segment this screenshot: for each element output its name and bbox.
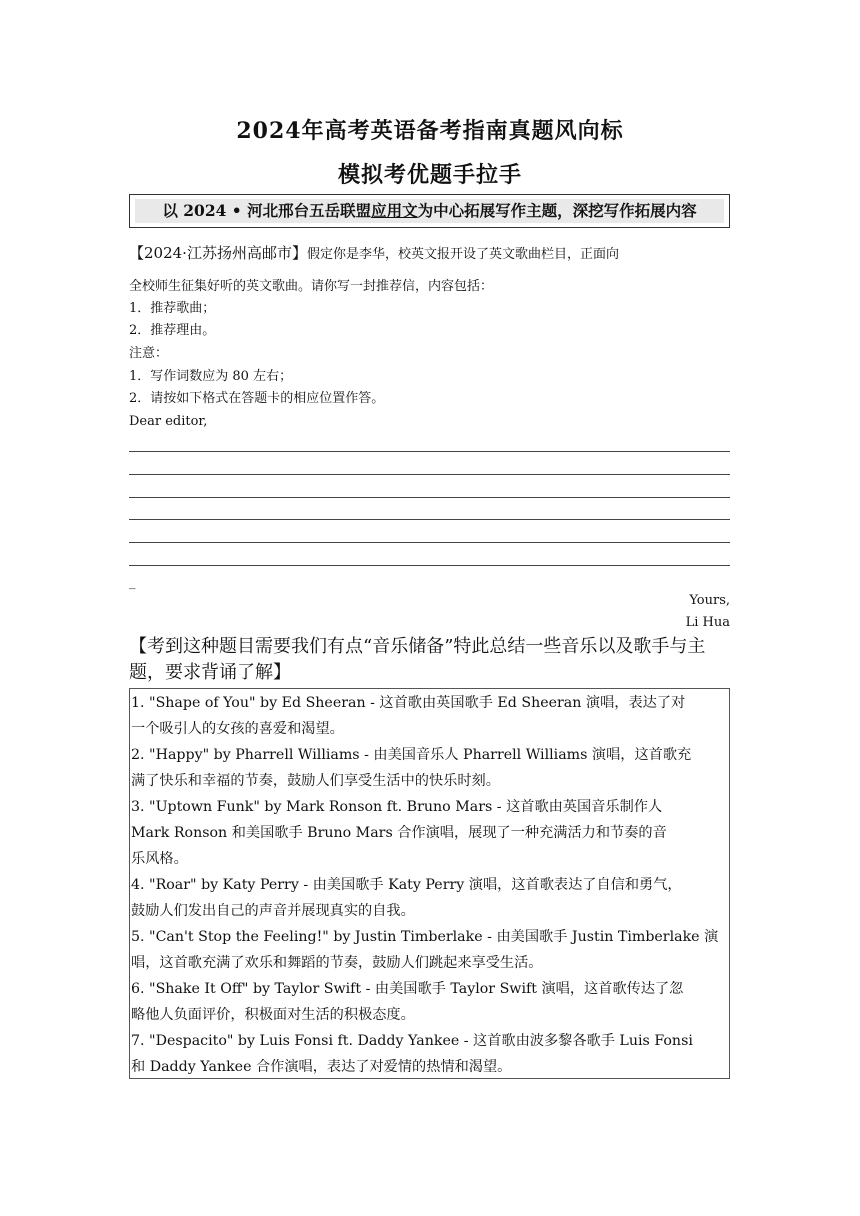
song-item-4 (131, 872, 729, 924)
song-list (129, 688, 730, 1079)
song-text: 7. "Despacito" by Luis Fonsi ft. Daddy Yankee - 这首歌由波多黎各歌手 Luis Fonsi (131, 1033, 693, 1049)
song-text: Mark Ronson 和美国歌手 Bruno Mars 合作演唱，展现了一种充满活力和节奏的音 (131, 825, 667, 841)
song-text: 满了快乐和幸福的节奏，鼓励人们享受生活中的快乐时刻。 (131, 773, 500, 789)
song-text: 3. "Uptown Funk" by Mark Ronson ft. Bruno Mars - 这首歌由英国音乐制作人 (131, 799, 663, 815)
song-text: 2. "Happy" by Pharrell Williams - 由美国音乐人 Pharrell Williams 演唱，这首歌充 (131, 747, 692, 763)
song-text: 6. "Shake It Off" by Taylor Swift - 由美国歌手 Taylor Swift 演唱，这首歌传达了忽 (131, 981, 684, 997)
song-text: 1. "Shape of You" by Ed Sheeran - 这首歌由英国歌手 Ed Sheeran 演唱，表达了对 (131, 695, 686, 711)
question-intro-2: 全校师生征集好听的英文歌曲。请你写一封推荐信，内容包括： (129, 279, 494, 294)
song-text: 略他人负面评价，积极面对生活的积极态度。 (131, 1007, 415, 1023)
letter-closing: Yours, (689, 593, 730, 608)
question-note-2: 2．请按如下格式在答题卡的相应位置作答。 (129, 391, 385, 406)
answer-line-dash: _ (129, 575, 136, 590)
question-point-1: 1．推荐歌曲； (129, 301, 216, 316)
song-item-1 (131, 690, 729, 742)
question-first-line (129, 240, 730, 268)
answer-line (129, 565, 730, 566)
question-point-2: 2．推荐理由。 (129, 323, 216, 338)
song-item-5 (131, 924, 729, 976)
song-item-6 (131, 976, 729, 1028)
song-text: 鼓励人们发出自己的声音并展现真实的自我。 (131, 903, 415, 919)
topic-underlined: 应用文 (371, 201, 418, 220)
letter-signature: Li Hua (685, 615, 730, 630)
question-salutation: Dear editor, (129, 414, 208, 429)
song-text: 和 Daddy Yankee 合作演唱，表达了对爱情的热情和渴望。 (131, 1059, 512, 1075)
answer-line (129, 451, 730, 452)
song-text: 唱，这首歌充满了欢乐和舞蹈的节奏，鼓励人们跳起来享受生活。 (131, 955, 543, 971)
answer-line (129, 474, 730, 475)
answer-line (129, 497, 730, 498)
topic-banner-text (135, 199, 724, 223)
topic-suffix: 为中心拓展写作主题，深挖写作拓展内容 (417, 201, 697, 220)
answer-line (129, 542, 730, 543)
song-text: 乐风格。 (131, 851, 188, 867)
song-item-7 (131, 1028, 729, 1080)
topic-prefix: 以 2024 • 河北邢台五岳联盟 (162, 201, 372, 220)
song-item-3 (131, 794, 729, 872)
document-title: 2024年高考英语备考指南真题风向标 (236, 118, 624, 144)
document-subtitle: 模拟考优题手拉手 (337, 162, 522, 188)
question-source: 【2024·江苏扬州高邮市】 (129, 244, 307, 262)
song-text: 一个吸引人的女孩的喜爱和渴望。 (131, 721, 344, 737)
song-text: 4. "Roar" by Katy Perry - 由美国歌手 Katy Perry 演唱，这首歌表达了自信和勇气， (131, 877, 682, 893)
song-text: 5. "Can't Stop the Feeling!" by Justin Timberlake - 由美国歌手 Justin Timberlake 演 (131, 929, 719, 945)
answer-line (129, 519, 730, 520)
question-intro-1: 假定你是李华，校英文报开设了英文歌曲栏目，正面向 (306, 247, 619, 262)
question-note-1: 1．写作词数应为 80 左右； (129, 369, 293, 384)
music-section-heading: 【考到这种题目需要我们有点“音乐储备”特此总结一些音乐以及歌手与主题，要求背诵了解】 (129, 636, 706, 683)
question-notes-label: 注意： (129, 346, 169, 361)
topic-banner (129, 194, 730, 228)
song-item-2 (131, 742, 729, 794)
